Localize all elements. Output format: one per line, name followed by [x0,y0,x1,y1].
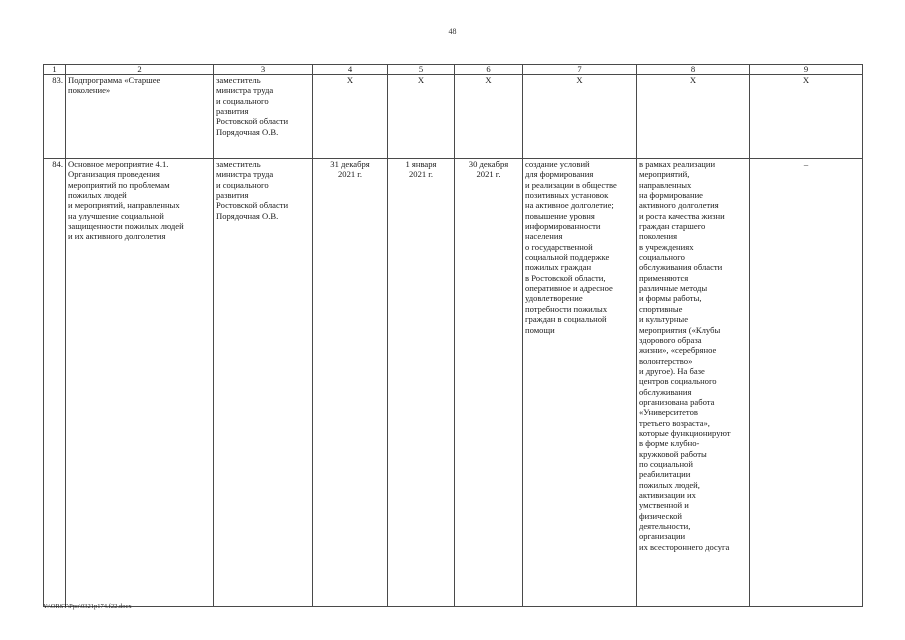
header-cell: 1 [44,65,66,75]
cell-line: 30 декабря [468,159,509,169]
cell-line: пожилых людей, [639,479,700,490]
actual-end-date [455,159,523,607]
cell-line: по социальной [639,458,693,469]
planned-result [523,159,637,607]
cell-line: на активное долголетие; [525,200,614,211]
cell-line: Порядочная О.В. [216,210,279,221]
cell-line: и формы работы, [639,293,702,304]
cell-line: удовлетворение [525,293,583,304]
cell-line: министра труда [216,169,274,180]
measure-name [66,159,214,607]
cell-line: населения [525,231,563,242]
actual-result [637,159,750,607]
responsible-executor [214,159,313,607]
reasons-note: – [750,159,863,607]
cell-line: в рамках реализации [639,159,716,169]
cell-line: деятельности, [639,521,691,532]
cell-line: и другое). На базе [639,365,705,376]
cell-line: физической [639,510,682,521]
cell-line: Х [576,75,583,85]
cell-line: и культурные [639,314,689,325]
cell-line: Ростовской области [216,116,289,127]
header-cell: 5 [388,65,455,75]
cell-line: мероприятий, [639,169,690,180]
header-cell: 2 [66,65,214,75]
actual-end-date: Х [455,75,523,159]
cell-line: заместитель [216,75,261,85]
planned-end-date [313,159,388,607]
cell-line: 2021 г. [408,169,434,180]
cell-line: и реализации в обществе [525,179,617,190]
cell-line: поколения [639,231,678,242]
cell-line: социального [639,252,685,263]
cell-line: граждан в социальной [525,314,607,325]
cell-line: различные методы [639,283,708,294]
cell-line: о государственной [525,241,593,252]
cell-line: создание условий [525,159,590,169]
cell-line: заместитель [216,159,261,169]
cell-line: Х [689,75,697,85]
cell-line: оперативное и адресное [525,283,613,294]
planned-result [523,75,637,159]
header-cell: 3 [214,65,313,75]
header-cell: 6 [455,65,523,75]
cell-line: позитивных установок [525,190,609,201]
cell-line: министра труда [216,85,274,96]
cell-line: активизации их [639,490,696,500]
cell-line: 31 декабря [330,159,370,169]
cell-line: их всестороннего досуга [639,541,730,552]
cell-line: и социального [216,95,269,106]
cell-line: в учреждениях [639,241,694,252]
cell-line: обслуживания [639,386,692,397]
cell-line: Организация проведения [68,169,160,180]
cell-line: центров социального [639,376,717,387]
cell-line: кружковой работы [639,448,707,459]
cell-line: развития [216,190,249,201]
cell-line: Основное мероприятие 4.1. [68,159,169,169]
cell-line: организации [639,531,686,542]
header-cell: 7 [523,65,637,75]
file-path-footer: Y:\ORST\Ppo\0321p174.f22.docx [43,603,132,610]
header-cell: 4 [313,65,388,75]
cell-line: и их активного долголетия [68,231,166,242]
cell-line: обслуживания области [639,262,723,273]
cell-line: 2021 г. [337,169,363,180]
actual-start-date [388,159,455,607]
cell-line: Подпрограмма «Старшее [68,75,161,85]
cell-line: мероприятия («Клубы [639,324,721,335]
cell-line: пожилых граждан [525,262,592,273]
cell-line: волонтерство» [639,355,693,366]
cell-line: жизни», «серебряное [639,345,717,356]
data-table [43,64,863,607]
cell-line: и мероприятий, направленных [68,200,180,211]
cell-line: в Ростовской области, [525,272,606,283]
table-row [44,159,863,607]
cell-line: направленных [639,179,692,190]
cell-line: Ростовской области [216,200,289,211]
cell-line: организована работа [639,396,715,407]
planned-end-date: Х [313,75,388,159]
cell-line: применяются [639,272,689,283]
cell-line: реабилитации [639,469,691,480]
measure-name [66,75,214,159]
page-number: 48 [448,27,457,36]
cell-line: пожилых людей [68,190,127,201]
cell-line: помощи [525,324,555,335]
row-number: 84. [44,159,66,607]
cell-line: спортивные [639,303,683,314]
actual-start-date: Х [388,75,455,159]
cell-line: «Университетов [639,407,698,418]
cell-line: граждан старшего [639,221,706,232]
cell-line: информированности [525,221,601,232]
cell-line: 2021 г. [476,169,501,180]
cell-line: защищенности пожилых людей [68,221,184,232]
cell-line: повышение уровня [525,210,595,221]
cell-line: и роста качества жизни [639,210,725,221]
cell-line: в форме клубно- [639,438,700,449]
cell-line: 1 января [405,159,437,169]
reasons-note: Х [750,75,863,159]
cell-line: потребности пожилых [525,303,608,314]
cell-line: третьего возраста», [639,417,710,428]
cell-line: активного долголетия [639,200,719,211]
cell-line: которые функционируют [639,427,731,438]
cell-line: развития [216,106,249,117]
actual-result [637,75,750,159]
header-cell: 8 [637,65,750,75]
cell-line: Порядочная О.В. [216,126,279,137]
cell-line: поколение» [68,85,111,96]
cell-line: и социального [216,179,269,190]
table-row [44,75,863,159]
cell-line: мероприятий по проблемам [68,179,170,190]
header-row [44,65,863,75]
cell-line: на формирование [639,190,703,201]
cell-line: социальной поддержке [525,252,610,263]
responsible-executor [214,75,313,159]
cell-line: на улучшение социальной [68,210,164,221]
cell-line: здорового образа [639,334,702,345]
cell-line: для формирования [525,169,594,180]
header-cell: 9 [750,65,863,75]
row-number: 83. [44,75,66,159]
cell-line: умственной и [639,500,689,511]
